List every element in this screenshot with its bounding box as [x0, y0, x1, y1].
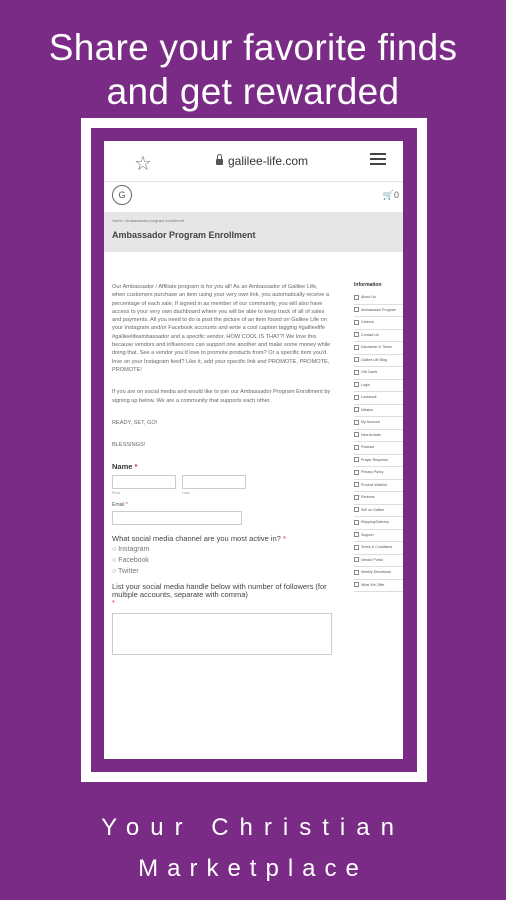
address-field[interactable]	[216, 154, 308, 168]
breadcrumb[interactable]: Home / Ambassador program enrollment	[112, 218, 185, 223]
sidebar-item[interactable]: Lookbook	[354, 392, 403, 405]
sidebar-item[interactable]: Support	[354, 530, 403, 543]
first-name-input[interactable]	[112, 475, 176, 489]
site-logo[interactable]: G	[112, 185, 132, 205]
sidebar-item[interactable]: Podcast	[354, 442, 403, 455]
sidebar-item[interactable]: New Arrivals	[354, 430, 403, 443]
sidebar-item[interactable]: What We Offer	[354, 580, 403, 593]
sidebar	[354, 282, 403, 592]
handle-label: List your social media handle below with number of followers (for multiple accounts, separate with comma) *	[112, 581, 327, 608]
sidebar-item[interactable]: Weekly Devotional	[354, 567, 403, 580]
sidebar-item[interactable]: Disclaimer & Terms	[354, 342, 403, 355]
email-field[interactable]	[112, 511, 242, 525]
sidebar-item[interactable]: Product Wishlist	[354, 480, 403, 493]
headline-line-2: and get rewarded	[106, 71, 400, 112]
option-instagram[interactable]: ○ Instagram	[112, 545, 150, 553]
sidebar-item[interactable]: Shipping/Delivery	[354, 517, 403, 530]
sidebar-item[interactable]: Terms & Conditions	[354, 542, 403, 555]
lock-icon	[216, 159, 223, 165]
last-name-input[interactable]	[182, 475, 246, 489]
sidebar-item[interactable]: Ambassador Program	[354, 305, 403, 318]
browser-url-bar	[104, 141, 403, 182]
headline-line-1: Share your favorite finds	[48, 27, 458, 68]
main-content	[112, 283, 332, 655]
promo-headline	[0, 26, 506, 114]
social-question: What social media channel are you most active in? *	[112, 534, 286, 544]
site-header	[104, 182, 403, 212]
sidebar-item[interactable]: About Us	[354, 292, 403, 305]
email-label: Email *	[112, 502, 128, 509]
sidebar-item[interactable]: Prayer Requests	[354, 455, 403, 468]
tagline-line-1: Your Christian	[101, 814, 405, 841]
sidebar-title: Information	[354, 282, 382, 288]
sidebar-item[interactable]: Careers	[354, 317, 403, 330]
first-name-label: First	[112, 489, 120, 495]
option-facebook[interactable]: ○ Facebook	[112, 556, 149, 564]
sidebar-item[interactable]: Galilee Life Blog	[354, 355, 403, 368]
handle-textarea[interactable]	[112, 613, 332, 655]
last-name-label: Last	[182, 489, 190, 495]
cart-count: 0	[393, 190, 399, 200]
sidebar-item[interactable]: Vendor Portal	[354, 555, 403, 568]
page-banner	[104, 212, 403, 252]
sidebar-item[interactable]: Gift Cards	[354, 367, 403, 380]
intro-paragraph: Our Ambassador / Affiliate program is for you all! As an Ambassador of Galilee Life, when customers purchase an item using your very own link, you automatically receive a percentage of each sale. If signed in as member of our community, you will also have access to your very own dashboard where you will be able to keep track of all of sales and payments. All you need to do is post the picture of an item found on Galilee Life on your Instagram and/or Facebook accounts and write a cool caption tagging #galileelife #galileelifeambassador and a specific vendor. HOW COOL IS THAT?! We love this because vendors and influencers can support one another and make some money while doing that. See a vendor you'd love to promote products from? Or a specific item you'd love on your Instagram feed? Like it, add your specific link and PROMOTE, PROMOTE, PROMOTE!	[112, 284, 331, 373]
name-label: Name *	[112, 462, 138, 472]
sidebar-item[interactable]: Login	[354, 380, 403, 393]
sidebar-item[interactable]: Sell on Galilee	[354, 505, 403, 518]
sidebar-item[interactable]: Contact Us	[354, 330, 403, 343]
ready-text: READY, SET, GO!	[112, 419, 158, 426]
star-icon[interactable]: ☆	[134, 153, 152, 175]
option-twitter[interactable]: ○ Twitter	[112, 567, 139, 575]
cart-icon[interactable]: 🛒0	[382, 190, 399, 200]
sidebar-item[interactable]: Reviews	[354, 492, 403, 505]
tagline-line-2: Marketplace	[138, 855, 368, 882]
page-title: Ambassador Program Enrollment	[112, 230, 256, 240]
sidebar-item[interactable]: My Account	[354, 417, 403, 430]
tabs-icon[interactable]	[370, 153, 386, 167]
url-text: galilee-life.com	[228, 154, 309, 168]
sidebar-item[interactable]: Privacy Policy	[354, 467, 403, 480]
blessings-text: BLESSINGS!	[112, 442, 146, 449]
phone-screen	[104, 141, 403, 759]
sidebar-item[interactable]: Mission	[354, 405, 403, 418]
signup-paragraph: If you are on social media and would like to join our Ambassador Program Enrollment by signing up below. We are a community that supports each other.	[112, 389, 331, 404]
